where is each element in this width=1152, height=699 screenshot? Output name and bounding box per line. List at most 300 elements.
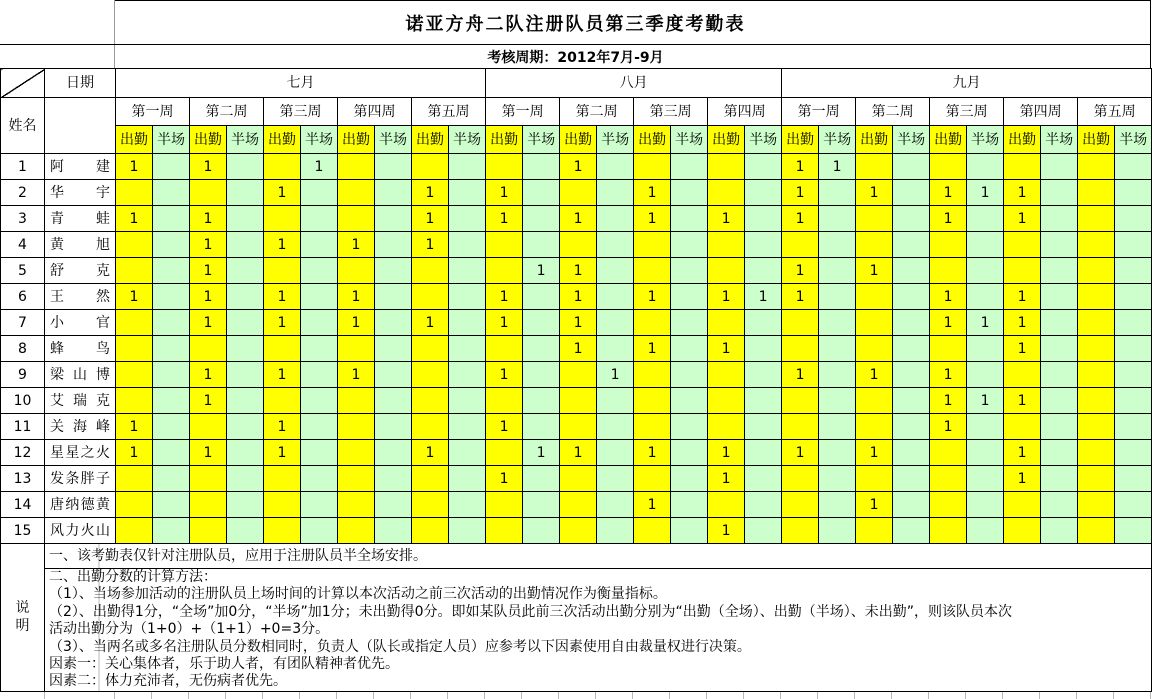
attendance-cell[interactable] [634, 310, 671, 336]
half-cell[interactable]: 1 [745, 284, 782, 310]
half-cell[interactable] [227, 414, 264, 440]
attendance-cell[interactable]: 1 [190, 284, 227, 310]
half-cell[interactable] [301, 206, 338, 232]
half-cell[interactable] [523, 154, 560, 180]
half-cell[interactable] [523, 388, 560, 414]
half-cell[interactable] [227, 440, 264, 466]
attendance-cell[interactable] [634, 466, 671, 492]
half-cell[interactable] [449, 232, 486, 258]
half-cell[interactable] [671, 518, 708, 544]
attendance-cell[interactable]: 1 [930, 310, 967, 336]
attendance-cell[interactable]: 1 [264, 362, 301, 388]
attendance-cell[interactable]: 1 [1004, 284, 1041, 310]
attendance-cell[interactable]: 1 [190, 388, 227, 414]
player-name[interactable] [45, 518, 116, 544]
attendance-cell[interactable]: 1 [782, 284, 819, 310]
attendance-cell[interactable] [338, 414, 375, 440]
half-cell[interactable] [301, 362, 338, 388]
half-cell[interactable]: 1 [967, 388, 1004, 414]
half-cell[interactable] [967, 284, 1004, 310]
attendance-cell[interactable] [190, 336, 227, 362]
player-number[interactable]: 12 [1, 440, 45, 466]
attendance-cell[interactable] [190, 466, 227, 492]
half-cell[interactable] [967, 258, 1004, 284]
attendance-cell[interactable]: 1 [560, 258, 597, 284]
attendance-cell[interactable] [930, 492, 967, 518]
attendance-cell[interactable] [486, 232, 523, 258]
half-cell[interactable] [449, 362, 486, 388]
half-cell[interactable] [745, 232, 782, 258]
half-cell[interactable] [597, 258, 634, 284]
half-cell[interactable] [153, 232, 190, 258]
half-cell[interactable] [153, 258, 190, 284]
attendance-cell[interactable] [560, 180, 597, 206]
half-cell[interactable] [893, 440, 930, 466]
attendance-cell[interactable]: 1 [708, 440, 745, 466]
half-cell[interactable]: 1 [967, 180, 1004, 206]
half-cell[interactable] [449, 284, 486, 310]
attendance-cell[interactable]: 1 [930, 206, 967, 232]
half-cell[interactable] [1041, 414, 1078, 440]
attendance-cell[interactable]: 1 [708, 466, 745, 492]
half-cell[interactable] [745, 414, 782, 440]
half-cell[interactable] [523, 232, 560, 258]
half-cell[interactable] [745, 440, 782, 466]
half-cell[interactable] [819, 440, 856, 466]
half-cell[interactable] [153, 492, 190, 518]
half-cell[interactable] [449, 180, 486, 206]
attendance-cell[interactable]: 1 [264, 180, 301, 206]
half-cell[interactable] [671, 336, 708, 362]
attendance-cell[interactable] [930, 466, 967, 492]
player-number[interactable]: 6 [1, 284, 45, 310]
attendance-cell[interactable]: 1 [190, 206, 227, 232]
half-cell[interactable] [893, 232, 930, 258]
attendance-cell[interactable] [116, 180, 153, 206]
attendance-cell[interactable] [412, 466, 449, 492]
half-cell[interactable] [1115, 466, 1152, 492]
half-cell[interactable] [671, 310, 708, 336]
half-cell[interactable] [375, 258, 412, 284]
half-cell[interactable] [1115, 232, 1152, 258]
half-cell[interactable] [745, 154, 782, 180]
half-cell[interactable] [893, 284, 930, 310]
half-cell[interactable] [1115, 336, 1152, 362]
half-cell[interactable] [1115, 414, 1152, 440]
attendance-cell[interactable]: 1 [1004, 180, 1041, 206]
attendance-cell[interactable] [338, 388, 375, 414]
half-cell[interactable] [967, 466, 1004, 492]
attendance-cell[interactable] [708, 154, 745, 180]
attendance-cell[interactable]: 1 [930, 362, 967, 388]
half-cell[interactable] [893, 154, 930, 180]
half-cell[interactable]: 1 [819, 154, 856, 180]
attendance-cell[interactable]: 1 [1004, 310, 1041, 336]
attendance-cell[interactable]: 1 [634, 206, 671, 232]
half-cell[interactable] [597, 466, 634, 492]
attendance-cell[interactable]: 1 [486, 206, 523, 232]
attendance-cell[interactable]: 1 [930, 388, 967, 414]
attendance-cell[interactable] [856, 310, 893, 336]
player-name[interactable] [45, 388, 116, 414]
attendance-cell[interactable] [486, 518, 523, 544]
attendance-cell[interactable]: 1 [264, 284, 301, 310]
half-cell[interactable] [1115, 258, 1152, 284]
attendance-cell[interactable]: 1 [264, 414, 301, 440]
player-name[interactable] [45, 154, 116, 180]
half-cell[interactable] [597, 180, 634, 206]
attendance-cell[interactable]: 1 [782, 154, 819, 180]
half-cell[interactable] [523, 518, 560, 544]
half-cell[interactable] [1041, 180, 1078, 206]
half-cell[interactable] [1115, 362, 1152, 388]
half-cell[interactable] [1041, 206, 1078, 232]
attendance-cell[interactable] [782, 310, 819, 336]
half-cell[interactable] [1041, 518, 1078, 544]
attendance-cell[interactable]: 1 [116, 154, 153, 180]
half-cell[interactable] [375, 388, 412, 414]
half-cell[interactable] [523, 492, 560, 518]
half-cell[interactable] [745, 206, 782, 232]
half-cell[interactable] [523, 310, 560, 336]
player-name[interactable] [45, 336, 116, 362]
player-name[interactable] [45, 232, 116, 258]
attendance-cell[interactable] [338, 258, 375, 284]
half-cell[interactable] [375, 180, 412, 206]
attendance-cell[interactable] [412, 362, 449, 388]
attendance-cell[interactable]: 1 [412, 180, 449, 206]
attendance-cell[interactable]: 1 [412, 440, 449, 466]
attendance-cell[interactable] [634, 388, 671, 414]
half-cell[interactable] [449, 336, 486, 362]
attendance-cell[interactable] [1078, 284, 1115, 310]
player-number[interactable]: 5 [1, 258, 45, 284]
attendance-cell[interactable] [708, 258, 745, 284]
half-cell[interactable] [449, 206, 486, 232]
attendance-cell[interactable] [264, 258, 301, 284]
attendance-cell[interactable] [1078, 258, 1115, 284]
half-cell[interactable] [671, 284, 708, 310]
attendance-cell[interactable] [1078, 154, 1115, 180]
attendance-cell[interactable]: 1 [782, 206, 819, 232]
attendance-cell[interactable]: 1 [116, 440, 153, 466]
attendance-cell[interactable] [338, 466, 375, 492]
attendance-cell[interactable] [412, 518, 449, 544]
half-cell[interactable] [1115, 154, 1152, 180]
half-cell[interactable] [227, 362, 264, 388]
half-cell[interactable] [967, 440, 1004, 466]
attendance-cell[interactable] [560, 388, 597, 414]
half-cell[interactable] [153, 466, 190, 492]
attendance-cell[interactable]: 1 [486, 310, 523, 336]
attendance-cell[interactable] [634, 362, 671, 388]
attendance-cell[interactable] [190, 180, 227, 206]
attendance-cell[interactable] [190, 518, 227, 544]
player-number[interactable]: 4 [1, 232, 45, 258]
attendance-cell[interactable]: 1 [708, 206, 745, 232]
half-cell[interactable] [1041, 492, 1078, 518]
attendance-cell[interactable] [338, 440, 375, 466]
attendance-cell[interactable] [1078, 206, 1115, 232]
half-cell[interactable] [1115, 388, 1152, 414]
attendance-cell[interactable] [782, 388, 819, 414]
half-cell[interactable] [893, 362, 930, 388]
attendance-cell[interactable]: 1 [782, 440, 819, 466]
attendance-cell[interactable] [1078, 232, 1115, 258]
attendance-cell[interactable]: 1 [116, 206, 153, 232]
half-cell[interactable] [819, 388, 856, 414]
player-name[interactable] [45, 414, 116, 440]
attendance-cell[interactable]: 1 [264, 232, 301, 258]
half-cell[interactable] [301, 414, 338, 440]
half-cell[interactable] [1115, 310, 1152, 336]
half-cell[interactable] [227, 206, 264, 232]
half-cell[interactable] [671, 232, 708, 258]
attendance-cell[interactable] [560, 466, 597, 492]
attendance-cell[interactable] [560, 414, 597, 440]
attendance-cell[interactable]: 1 [190, 232, 227, 258]
attendance-cell[interactable] [930, 258, 967, 284]
attendance-cell[interactable] [486, 388, 523, 414]
half-cell[interactable] [375, 362, 412, 388]
player-name[interactable] [45, 180, 116, 206]
attendance-cell[interactable]: 1 [190, 258, 227, 284]
attendance-cell[interactable]: 1 [856, 180, 893, 206]
attendance-cell[interactable] [338, 518, 375, 544]
half-cell[interactable] [1115, 206, 1152, 232]
half-cell[interactable] [745, 492, 782, 518]
attendance-cell[interactable] [708, 388, 745, 414]
half-cell[interactable] [227, 180, 264, 206]
half-cell[interactable] [449, 154, 486, 180]
half-cell[interactable] [227, 518, 264, 544]
attendance-cell[interactable]: 1 [1004, 466, 1041, 492]
half-cell[interactable] [1041, 284, 1078, 310]
attendance-cell[interactable]: 1 [1004, 206, 1041, 232]
player-name[interactable] [45, 440, 116, 466]
half-cell[interactable] [375, 440, 412, 466]
half-cell[interactable] [375, 466, 412, 492]
attendance-cell[interactable]: 1 [560, 310, 597, 336]
half-cell[interactable] [523, 206, 560, 232]
half-cell[interactable] [671, 258, 708, 284]
half-cell[interactable] [671, 440, 708, 466]
attendance-cell[interactable] [412, 414, 449, 440]
attendance-cell[interactable] [634, 258, 671, 284]
attendance-cell[interactable] [856, 388, 893, 414]
attendance-cell[interactable]: 1 [708, 284, 745, 310]
player-number[interactable]: 1 [1, 154, 45, 180]
attendance-cell[interactable] [486, 154, 523, 180]
half-cell[interactable] [597, 206, 634, 232]
attendance-cell[interactable] [486, 258, 523, 284]
attendance-cell[interactable] [116, 336, 153, 362]
attendance-cell[interactable]: 1 [486, 466, 523, 492]
attendance-cell[interactable]: 1 [412, 206, 449, 232]
attendance-cell[interactable] [560, 492, 597, 518]
attendance-cell[interactable] [634, 232, 671, 258]
attendance-cell[interactable] [1004, 414, 1041, 440]
attendance-cell[interactable] [338, 206, 375, 232]
half-cell[interactable] [523, 336, 560, 362]
attendance-cell[interactable] [708, 232, 745, 258]
attendance-cell[interactable]: 1 [412, 310, 449, 336]
attendance-cell[interactable]: 1 [264, 440, 301, 466]
attendance-cell[interactable] [116, 492, 153, 518]
attendance-cell[interactable] [1004, 154, 1041, 180]
half-cell[interactable]: 1 [523, 258, 560, 284]
attendance-cell[interactable] [116, 518, 153, 544]
attendance-cell[interactable] [412, 336, 449, 362]
attendance-cell[interactable] [1004, 362, 1041, 388]
player-name[interactable] [45, 362, 116, 388]
half-cell[interactable] [819, 414, 856, 440]
attendance-cell[interactable]: 1 [1004, 336, 1041, 362]
half-cell[interactable] [671, 414, 708, 440]
attendance-cell[interactable] [856, 154, 893, 180]
half-cell[interactable] [449, 440, 486, 466]
half-cell[interactable] [893, 336, 930, 362]
attendance-cell[interactable] [1004, 518, 1041, 544]
attendance-cell[interactable] [856, 414, 893, 440]
half-cell[interactable] [819, 258, 856, 284]
attendance-cell[interactable] [930, 440, 967, 466]
half-cell[interactable] [819, 466, 856, 492]
half-cell[interactable] [745, 310, 782, 336]
attendance-cell[interactable]: 1 [634, 336, 671, 362]
half-cell[interactable] [1041, 466, 1078, 492]
attendance-cell[interactable]: 1 [264, 310, 301, 336]
half-cell[interactable] [449, 310, 486, 336]
half-cell[interactable] [301, 284, 338, 310]
attendance-cell[interactable]: 1 [190, 310, 227, 336]
attendance-cell[interactable] [1078, 440, 1115, 466]
half-cell[interactable] [893, 206, 930, 232]
half-cell[interactable] [1041, 232, 1078, 258]
half-cell[interactable] [449, 388, 486, 414]
attendance-cell[interactable] [930, 336, 967, 362]
half-cell[interactable] [597, 440, 634, 466]
attendance-cell[interactable] [412, 154, 449, 180]
attendance-cell[interactable]: 1 [856, 492, 893, 518]
attendance-cell[interactable] [708, 492, 745, 518]
player-name[interactable] [45, 466, 116, 492]
attendance-cell[interactable]: 1 [338, 232, 375, 258]
half-cell[interactable] [375, 414, 412, 440]
half-cell[interactable] [893, 518, 930, 544]
half-cell[interactable] [449, 492, 486, 518]
player-name[interactable] [45, 492, 116, 518]
half-cell[interactable] [671, 154, 708, 180]
attendance-cell[interactable] [856, 206, 893, 232]
half-cell[interactable] [1041, 440, 1078, 466]
attendance-cell[interactable]: 1 [634, 440, 671, 466]
half-cell[interactable] [819, 180, 856, 206]
half-cell[interactable] [153, 284, 190, 310]
half-cell[interactable] [819, 284, 856, 310]
half-cell[interactable] [153, 388, 190, 414]
half-cell[interactable] [893, 258, 930, 284]
half-cell[interactable] [745, 388, 782, 414]
attendance-cell[interactable] [264, 336, 301, 362]
half-cell[interactable] [1115, 180, 1152, 206]
half-cell[interactable] [449, 258, 486, 284]
half-cell[interactable] [227, 466, 264, 492]
half-cell[interactable] [1115, 518, 1152, 544]
attendance-cell[interactable]: 1 [634, 284, 671, 310]
half-cell[interactable] [893, 466, 930, 492]
player-name[interactable] [45, 206, 116, 232]
half-cell[interactable] [153, 336, 190, 362]
attendance-cell[interactable] [782, 518, 819, 544]
half-cell[interactable] [523, 466, 560, 492]
half-cell[interactable] [967, 518, 1004, 544]
attendance-cell[interactable] [338, 154, 375, 180]
half-cell[interactable] [671, 362, 708, 388]
player-number[interactable]: 2 [1, 180, 45, 206]
half-cell[interactable] [597, 492, 634, 518]
half-cell[interactable] [227, 336, 264, 362]
attendance-cell[interactable]: 1 [486, 414, 523, 440]
attendance-cell[interactable]: 1 [634, 492, 671, 518]
half-cell[interactable] [301, 388, 338, 414]
half-cell[interactable] [819, 336, 856, 362]
half-cell[interactable] [597, 310, 634, 336]
attendance-cell[interactable] [634, 414, 671, 440]
attendance-cell[interactable] [1078, 388, 1115, 414]
attendance-cell[interactable] [560, 362, 597, 388]
half-cell[interactable] [1041, 362, 1078, 388]
attendance-cell[interactable]: 1 [338, 284, 375, 310]
half-cell[interactable] [1041, 336, 1078, 362]
attendance-cell[interactable] [264, 206, 301, 232]
half-cell[interactable] [671, 388, 708, 414]
attendance-cell[interactable] [1004, 492, 1041, 518]
half-cell[interactable] [967, 336, 1004, 362]
player-name[interactable] [45, 310, 116, 336]
attendance-cell[interactable] [486, 492, 523, 518]
attendance-cell[interactable] [264, 466, 301, 492]
half-cell[interactable] [819, 492, 856, 518]
half-cell[interactable] [449, 466, 486, 492]
half-cell[interactable] [449, 414, 486, 440]
attendance-cell[interactable] [1078, 362, 1115, 388]
attendance-cell[interactable] [116, 232, 153, 258]
half-cell[interactable] [301, 180, 338, 206]
attendance-cell[interactable] [412, 388, 449, 414]
half-cell[interactable] [671, 466, 708, 492]
half-cell[interactable] [227, 492, 264, 518]
attendance-cell[interactable] [338, 180, 375, 206]
half-cell[interactable] [153, 414, 190, 440]
half-cell[interactable] [375, 154, 412, 180]
attendance-cell[interactable]: 1 [782, 362, 819, 388]
half-cell[interactable] [967, 154, 1004, 180]
player-number[interactable]: 15 [1, 518, 45, 544]
attendance-cell[interactable] [782, 466, 819, 492]
half-cell[interactable] [301, 336, 338, 362]
half-cell[interactable] [893, 492, 930, 518]
half-cell[interactable] [745, 258, 782, 284]
half-cell[interactable] [301, 466, 338, 492]
half-cell[interactable] [893, 180, 930, 206]
half-cell[interactable] [301, 440, 338, 466]
half-cell[interactable] [153, 518, 190, 544]
attendance-cell[interactable]: 1 [856, 440, 893, 466]
player-number[interactable]: 9 [1, 362, 45, 388]
attendance-cell[interactable] [708, 180, 745, 206]
half-cell[interactable] [597, 232, 634, 258]
